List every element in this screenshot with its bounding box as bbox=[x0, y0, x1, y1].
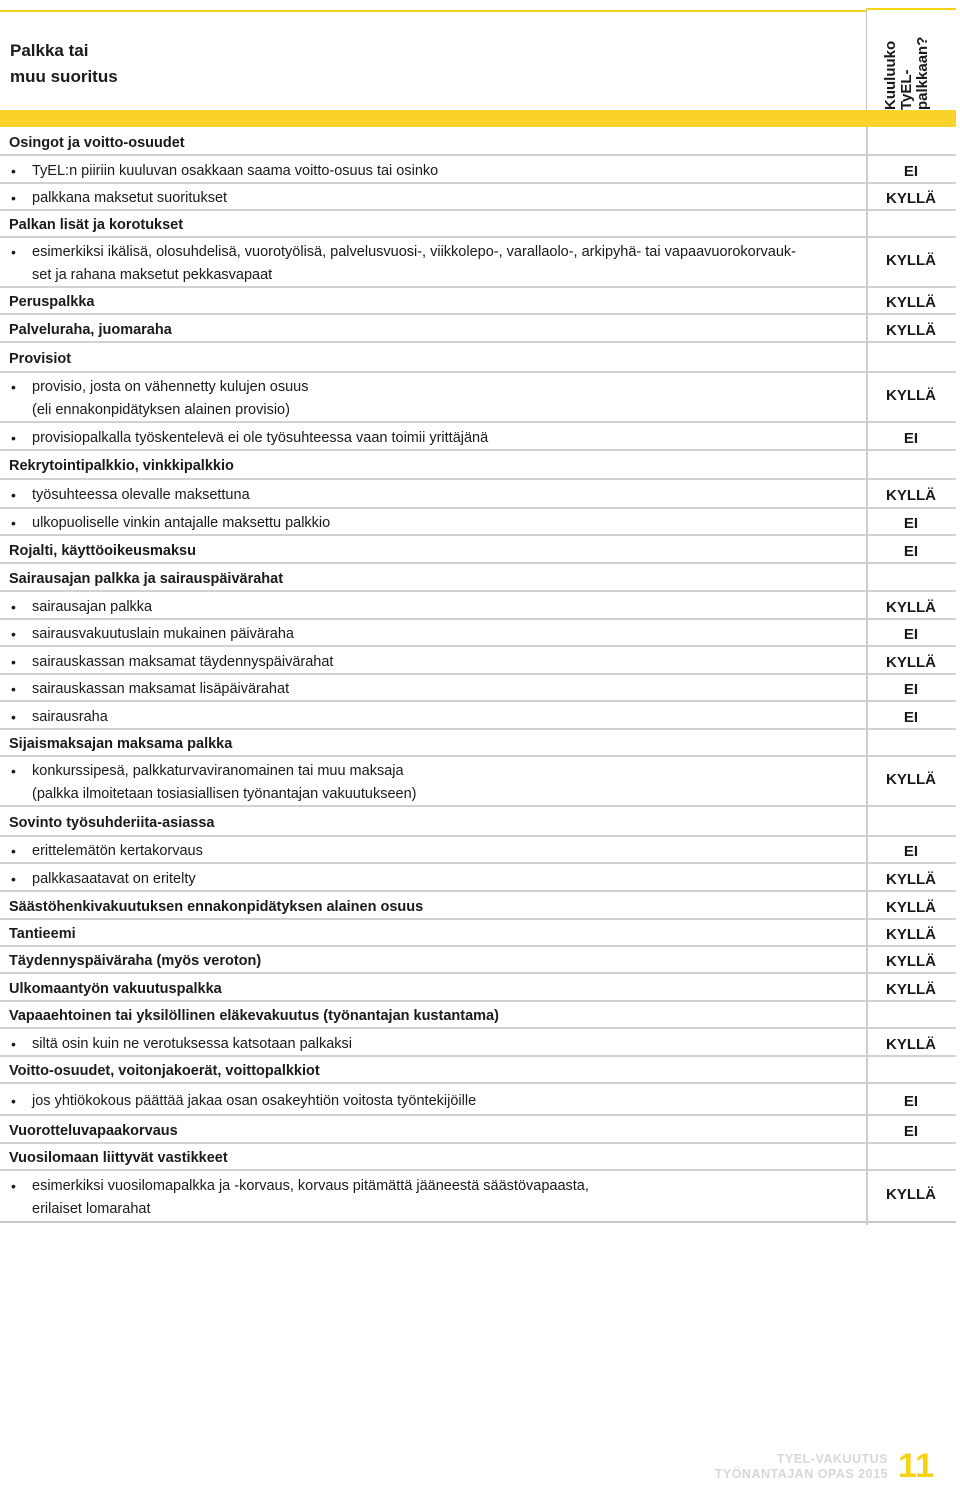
label-line1: provisio, josta on vähennetty kulujen osuus bbox=[32, 379, 309, 395]
bullet-marker: • bbox=[11, 190, 16, 206]
section-heading-row bbox=[0, 1144, 956, 1171]
section-heading-row bbox=[0, 892, 956, 920]
label-line1: sairausajan palkka bbox=[32, 599, 153, 615]
answer-value: KYLLÄ bbox=[886, 1036, 936, 1053]
answer-value: EI bbox=[903, 1123, 919, 1140]
answer-value: EI bbox=[903, 709, 919, 726]
footer-line2: TYÖNANTAJAN OPAS 2015 bbox=[714, 1467, 888, 1481]
section-heading bbox=[9, 214, 859, 237]
answer-value: EI bbox=[903, 515, 919, 532]
label-line1: sairausvakuutuslain mukainen päiväraha bbox=[32, 626, 294, 642]
label-line1: palkkana maksetut suoritukset bbox=[32, 190, 228, 206]
bullet-marker: • bbox=[11, 1093, 16, 1109]
section-heading bbox=[9, 950, 859, 973]
list-item-row bbox=[0, 620, 956, 647]
item-label bbox=[32, 596, 852, 619]
section-heading-row bbox=[0, 1057, 956, 1084]
section-heading bbox=[9, 1005, 859, 1028]
section-heading bbox=[9, 978, 859, 1001]
answer-value: EI bbox=[903, 626, 919, 643]
label-line2: set ja rahana maksetut pekkasvapaat bbox=[32, 267, 273, 283]
section-heading-row bbox=[0, 807, 956, 837]
section-heading bbox=[9, 132, 859, 155]
list-item-row bbox=[0, 156, 956, 184]
answer-value: EI bbox=[903, 163, 919, 180]
item-label bbox=[32, 1090, 852, 1113]
item-label bbox=[32, 160, 852, 183]
label-line1: Peruspalkka bbox=[9, 294, 95, 310]
answer-value: KYLLÄ bbox=[886, 190, 936, 207]
list-item-row bbox=[0, 592, 956, 620]
item-label bbox=[32, 678, 852, 701]
bullet-marker: • bbox=[11, 626, 16, 642]
answer-value: EI bbox=[903, 1093, 919, 1110]
list-item-row bbox=[0, 1084, 956, 1116]
label-line1: Täydennyspäiväraha (myös veroton) bbox=[9, 953, 262, 969]
label-line1: sairausraha bbox=[32, 709, 108, 725]
label-line1: provisiopalkalla työskentelevä ei ole työsuhteessa vaan toimii yrittäjänä bbox=[32, 430, 489, 446]
answer-value: KYLLÄ bbox=[886, 252, 936, 269]
item-label bbox=[32, 760, 852, 806]
bullet-marker: • bbox=[11, 430, 16, 446]
section-heading bbox=[9, 319, 859, 342]
label-line1: siltä osin kuin ne verotuksessa katsotaan palkaksi bbox=[32, 1036, 352, 1052]
item-label bbox=[32, 840, 852, 863]
label-line2: erilaiset lomarahat bbox=[32, 1201, 151, 1217]
section-heading bbox=[9, 1120, 859, 1143]
answer-value: KYLLÄ bbox=[886, 294, 936, 311]
answer-value: KYLLÄ bbox=[886, 599, 936, 616]
section-heading-row bbox=[0, 211, 956, 238]
column-header-line2: TyEL- bbox=[898, 69, 915, 110]
bullet-marker: • bbox=[11, 681, 16, 697]
header-title-line2: muu suoritus bbox=[10, 67, 118, 86]
column-header bbox=[866, 8, 956, 110]
answer-value: KYLLÄ bbox=[886, 1186, 936, 1203]
answer-value: KYLLÄ bbox=[886, 926, 936, 943]
label-line1: Rojalti, käyttöoikeusmaksu bbox=[9, 543, 196, 559]
label-line2: (palkka ilmoitetaan tosiasiallisen työnantajan vakuutukseen) bbox=[32, 786, 417, 802]
label-line1: Osingot ja voitto-osuudet bbox=[9, 135, 185, 151]
label-line1: Voitto-osuudet, voitonjakoerät, voittopalkkiot bbox=[9, 1063, 320, 1079]
answer-value: KYLLÄ bbox=[886, 487, 936, 504]
label-line1: Vuosilomaan liittyvät vastikkeet bbox=[9, 1150, 228, 1166]
label-line1: sairauskassan maksamat täydennyspäivärahat bbox=[32, 654, 334, 670]
bullet-marker: • bbox=[11, 599, 16, 615]
section-heading bbox=[9, 455, 859, 478]
answer-value: KYLLÄ bbox=[886, 871, 936, 888]
label-line1: esimerkiksi ikälisä, olosuhdelisä, vuorotyölisä, palvelusvuosi-, viikkolepo-, varallaolo-, arkipyhä- tai vapaavuorokorvauk- bbox=[32, 244, 797, 260]
label-line1: Sovinto työsuhderiita-asiassa bbox=[9, 815, 215, 831]
section-heading bbox=[9, 812, 859, 835]
section-heading bbox=[9, 1147, 859, 1170]
section-heading-row bbox=[0, 920, 956, 947]
item-label bbox=[32, 868, 852, 891]
label-line1: Vapaaehtoinen tai yksilöllinen eläkevakuutus (työnantajan kustantama) bbox=[9, 1008, 499, 1024]
section-heading bbox=[9, 568, 859, 591]
section-heading-row bbox=[0, 451, 956, 480]
answer-value: KYLLÄ bbox=[886, 387, 936, 404]
answer-value: KYLLÄ bbox=[886, 654, 936, 671]
footer-line1: TYEL-VAKUUTUS bbox=[776, 1452, 888, 1466]
header-title-line1: Palkka tai bbox=[10, 41, 89, 60]
answer-value: EI bbox=[903, 681, 919, 698]
answer-value: KYLLÄ bbox=[886, 771, 936, 788]
label-line1: Ulkomaantyön vakuutuspalkka bbox=[9, 981, 222, 997]
bullet-marker: • bbox=[11, 709, 16, 725]
list-item-row bbox=[0, 1029, 956, 1057]
header-accent-bar bbox=[0, 110, 956, 127]
list-item-row bbox=[0, 837, 956, 864]
item-label bbox=[32, 706, 852, 729]
label-line1: TyEL:n piiriin kuuluvan osakkaan saama voitto-osuus tai osinko bbox=[32, 163, 439, 179]
label-line1: Rekrytointipalkkio, vinkkipalkkio bbox=[9, 458, 234, 474]
label-line1: Sairausajan palkka ja sairauspäivärahat bbox=[9, 571, 284, 587]
item-label bbox=[32, 484, 852, 507]
item-label bbox=[32, 376, 852, 422]
label-line1: palkkasaatavat on eritelty bbox=[32, 871, 196, 887]
label-line1: Palveluraha, juomaraha bbox=[9, 322, 172, 338]
answer-value: EI bbox=[903, 543, 919, 560]
section-heading-row bbox=[0, 974, 956, 1002]
item-label bbox=[32, 1033, 852, 1056]
label-line1: Sijaismaksajan maksama palkka bbox=[9, 736, 233, 752]
bullet-marker: • bbox=[11, 763, 16, 779]
column-header-line1: Kuuluuko bbox=[882, 40, 899, 110]
list-item-row bbox=[0, 238, 956, 288]
answer-value: KYLLÄ bbox=[886, 899, 936, 916]
bullet-marker: • bbox=[11, 1036, 16, 1052]
column-divider bbox=[866, 127, 868, 1225]
section-heading-row bbox=[0, 288, 956, 315]
item-label bbox=[32, 187, 852, 210]
list-item-row bbox=[0, 184, 956, 211]
list-item-row bbox=[0, 1171, 956, 1223]
section-heading bbox=[9, 923, 859, 946]
bullet-marker: • bbox=[11, 515, 16, 531]
bullet-marker: • bbox=[11, 379, 16, 395]
label-line1: Säästöhenkivakuutuksen ennakonpidätyksen alainen osuus bbox=[9, 899, 424, 915]
section-heading-row bbox=[0, 947, 956, 974]
label-line2: (eli ennakonpidätyksen alainen provisio) bbox=[32, 402, 290, 418]
item-label bbox=[32, 241, 852, 287]
answer-value: KYLLÄ bbox=[886, 953, 936, 970]
answer-value: EI bbox=[903, 843, 919, 860]
section-heading bbox=[9, 1060, 859, 1083]
bullet-marker: • bbox=[11, 654, 16, 670]
section-heading-row bbox=[0, 128, 956, 156]
column-header-line3: palkkaan? bbox=[914, 36, 931, 110]
section-heading-row bbox=[0, 315, 956, 343]
answer-value: EI bbox=[903, 430, 919, 447]
section-heading bbox=[9, 348, 859, 371]
bullet-marker: • bbox=[11, 487, 16, 503]
section-heading-row bbox=[0, 536, 956, 564]
list-item-row bbox=[0, 480, 956, 509]
section-heading-row bbox=[0, 730, 956, 757]
item-label bbox=[32, 512, 852, 535]
label-line1: työsuhteessa olevalle maksettuna bbox=[32, 487, 250, 503]
item-label bbox=[32, 623, 852, 646]
list-item-row bbox=[0, 373, 956, 423]
label-line1: erittelemätön kertakorvaus bbox=[32, 843, 203, 859]
section-heading bbox=[9, 733, 859, 756]
list-item-row bbox=[0, 647, 956, 675]
bullet-marker: • bbox=[11, 244, 16, 260]
section-heading-row bbox=[0, 343, 956, 373]
bullet-marker: • bbox=[11, 871, 16, 887]
label-line1: Tantieemi bbox=[9, 926, 76, 942]
label-line1: Vuorotteluvapaakorvaus bbox=[9, 1123, 178, 1139]
section-heading-row bbox=[0, 564, 956, 592]
answer-value: KYLLÄ bbox=[886, 981, 936, 998]
section-heading bbox=[9, 896, 859, 919]
answer-value: KYLLÄ bbox=[886, 322, 936, 339]
label-line1: konkurssipesä, palkkaturvaviranomainen tai muu maksaja bbox=[32, 763, 404, 779]
section-heading-row bbox=[0, 1116, 956, 1144]
item-label bbox=[32, 651, 852, 674]
list-item-row bbox=[0, 864, 956, 892]
bullet-marker: • bbox=[11, 843, 16, 859]
section-heading-row bbox=[0, 1002, 956, 1029]
page-number: 11 bbox=[898, 1447, 934, 1485]
label-line1: ulkopuoliselle vinkin antajalle maksettu palkkio bbox=[32, 515, 331, 531]
label-line1: esimerkiksi vuosilomapalkka ja -korvaus, korvaus pitämättä jääneestä säästövapaasta, bbox=[32, 1178, 589, 1194]
label-line1: Provisiot bbox=[9, 351, 72, 367]
label-line1: Palkan lisät ja korotukset bbox=[9, 217, 184, 233]
label-line1: sairauskassan maksamat lisäpäivärahat bbox=[32, 681, 290, 697]
section-heading bbox=[9, 291, 859, 314]
list-item-row bbox=[0, 509, 956, 536]
table-header-title bbox=[0, 10, 866, 110]
bullet-marker: • bbox=[11, 1178, 16, 1194]
label-line1: jos yhtiökokous päättää jakaa osan osakeyhtiön voitosta työntekijöille bbox=[32, 1093, 477, 1109]
page-footer bbox=[715, 1452, 888, 1482]
section-heading bbox=[9, 540, 859, 563]
item-label bbox=[32, 1175, 852, 1221]
list-item-row bbox=[0, 675, 956, 702]
item-label bbox=[32, 427, 852, 450]
list-item-row bbox=[0, 423, 956, 451]
list-item-row bbox=[0, 702, 956, 730]
list-item-row bbox=[0, 757, 956, 807]
bullet-marker: • bbox=[11, 163, 16, 179]
